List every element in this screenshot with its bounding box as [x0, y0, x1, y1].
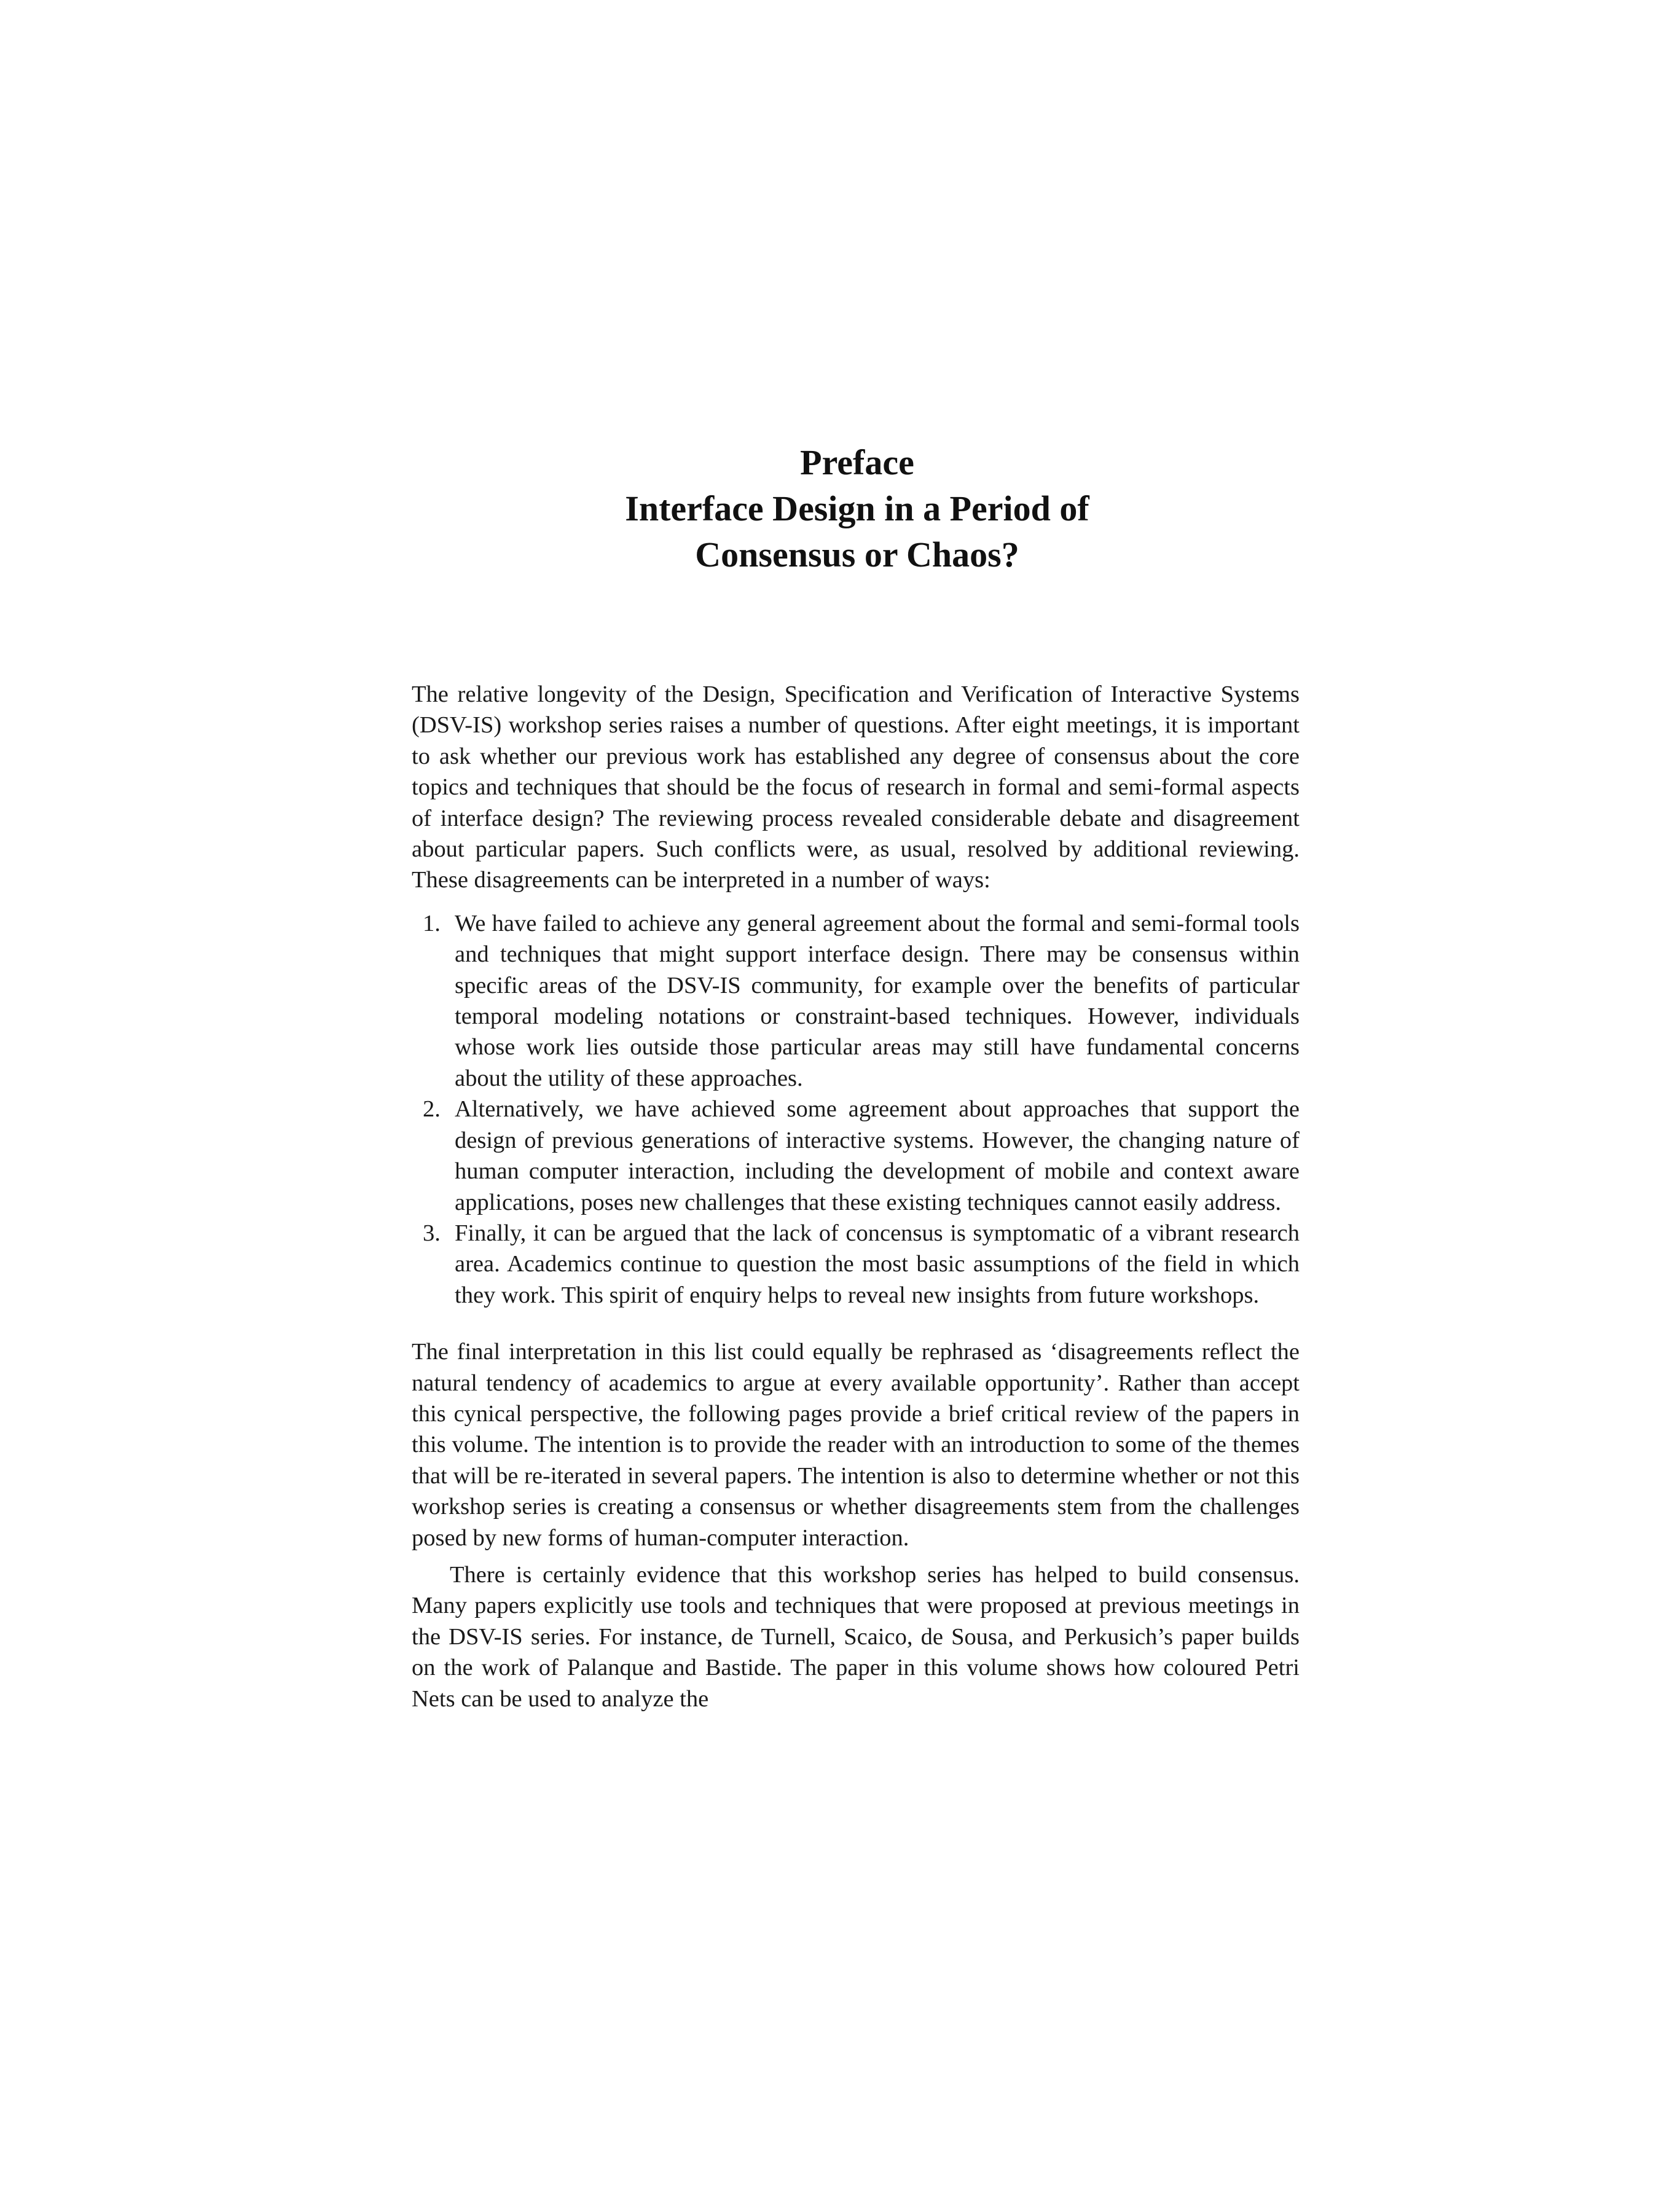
evidence-paragraph: There is certainly evidence that this workshop series has helped to build consensus. Many papers explicitly use tools and techniques that were proposed at previous meetings in the DSV-IS series. For instance, de Turnell, Scaico, de Sousa, and Perkusich’s paper builds on the work of Palanque and Bastide. The paper in this volume shows how coloured Petri Nets can be used to analyze the	[412, 1561, 1300, 1712]
list-item-number: 1.	[423, 910, 441, 936]
list-item	[412, 908, 1300, 1094]
list-item-number: 3.	[423, 1220, 441, 1246]
spacer	[412, 1323, 1300, 1336]
list-item-number: 2.	[423, 1096, 441, 1123]
final-paragraph: The final interpretation in this list could equally be rephrased as ‘disagreements reflect the natural tendency of academics to argue at every available opportunity’. Rather than accept this cynical perspective, the following pages provide a brief critical review of the papers in this volume. The intention is to provide the reader with an introduction to some of the themes that will be re-iterated in several papers. The intention is also to determine whether or not this workshop series is creating a consensus or whether disagreements stem from the challenges posed by new forms of human-computer interaction.	[412, 1339, 1300, 1551]
title-line-2: Consensus or Chaos?	[695, 535, 1019, 575]
intro-paragraph: The relative longevity of the Design, Specification and Verification of Interactive Systems (DSV-IS) workshop series raises a number of questions. After eight meetings, it is important to ask whether our previous work has established any degree of consensus about the core topics and techniques that should be the focus of research in formal and semi-formal aspects of interface design? The reviewing process revealed considerable debate and disagreement about particular papers. Such conflicts were, as usual, resolved by additional reviewing. These disagreements can be interpreted in a number of ways:	[412, 681, 1300, 893]
list-item-text: Alternatively, we have achieved some agreement about approaches that support the design of previous generations of interactive systems. However, the changing nature of human computer interaction, including the development of mobile and context aware applications, poses new challenges that these existing techniques cannot easily address.	[455, 1096, 1300, 1215]
body-text	[412, 679, 1300, 1714]
list-item	[412, 1094, 1300, 1218]
preface-heading: Preface	[800, 442, 914, 482]
list-item-text: We have failed to achieve any general agreement about the formal and semi-formal tools and techniques that might support interface design. There may be consensus within specific areas of the DSV-IS community, for example over the benefits of particular temporal modeling notations or constraint-based techniques. However, individuals whose work lies outside those particular areas may still have fundamental concerns about the utility of these approaches.	[455, 910, 1300, 1091]
spacer	[412, 1553, 1300, 1559]
title-block	[0, 439, 1659, 578]
list-item-text: Finally, it can be argued that the lack of concensus is symptomatic of a vibrant research area. Academics continue to question the most basic assumptions of the field in which they work. This spirit of enquiry helps to reveal new insights from future workshops.	[455, 1220, 1300, 1308]
interpretations-list	[412, 908, 1300, 1311]
title-line-1: Interface Design in a Period of	[625, 488, 1089, 528]
list-item	[412, 1218, 1300, 1311]
